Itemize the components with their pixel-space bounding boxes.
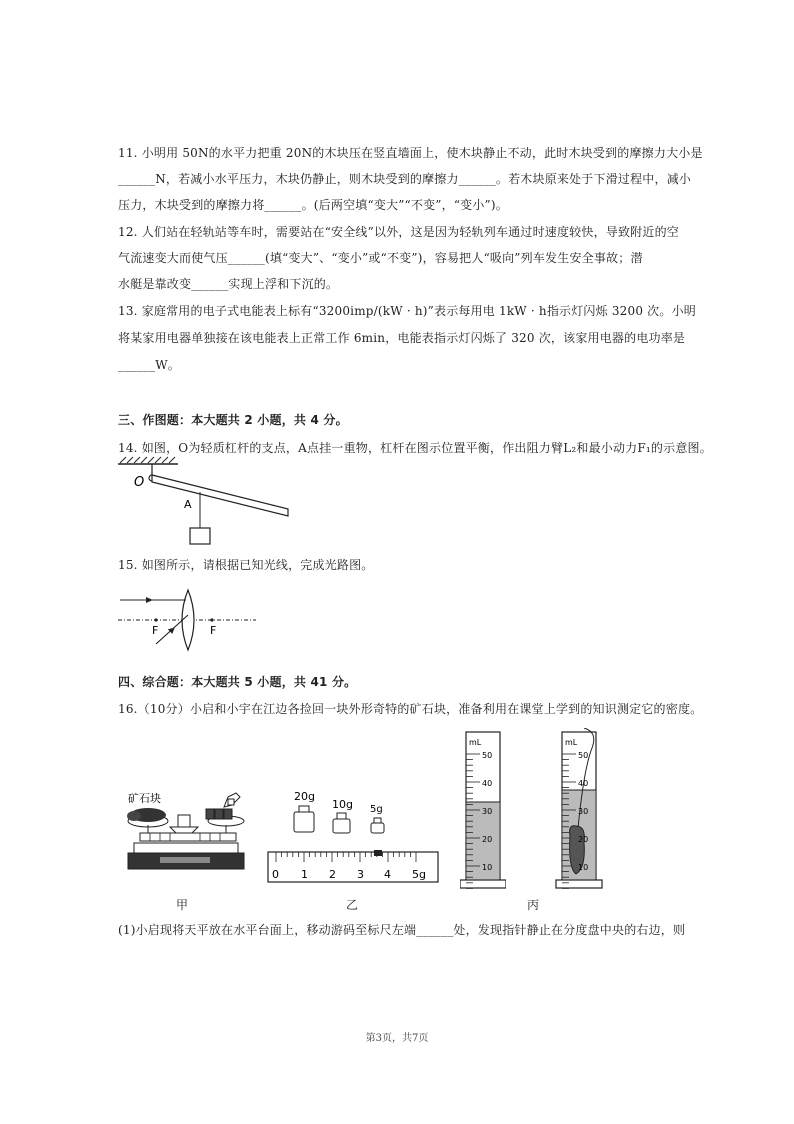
q16-sub1: (1)小启现将天平放在水平台面上，移动游码至标尺左端______处，发现指针静止在分度盘中央的右边，则	[118, 923, 686, 937]
label-f-right: F	[210, 624, 217, 637]
lens-figure	[116, 584, 258, 664]
weight-20g-label: 20g	[294, 790, 315, 803]
ore-label: 矿石块	[128, 792, 161, 805]
q11-line2: ______N，若减小水平压力，木块仍静止，则木块受到的摩擦力______。若木块原来处于下滑过程中，减小	[118, 172, 692, 186]
q11-line3: 压力，木块受到的摩擦力将______。(后两空填“变大”“不变”，“变小”)。	[118, 198, 508, 212]
ruler-tick-1: 1	[301, 868, 308, 881]
q12-line3: 水艇是靠改变______实现上浮和下沉的。	[118, 277, 339, 291]
balance-figure	[120, 785, 250, 887]
q12-line2: 气流速变大而使气压______(填“变大”、“变小”或“不变”)，容易把人“吸向”列车发生安全事故；潜	[118, 251, 643, 265]
cyl2-unit: mL	[565, 738, 578, 747]
section4-heading: 四、综合题：本大题共 5 小题，共 41 分。	[118, 675, 357, 689]
weights-figure	[266, 786, 440, 886]
label-a: A	[184, 498, 192, 511]
q12-line1: 12. 人们站在轻轨站等车时，需要站在“安全线”以外，这是因为轻轨列车通过时速度较快，导致附近的空	[118, 225, 679, 239]
q13-line1: 13. 家庭常用的电子式电能表上标有“3200imp/(kW · h)”表示每用电 1kW · h指示灯闪烁 3200 次。小明	[118, 304, 696, 318]
cylinder-ore-figure	[554, 728, 606, 890]
caption-jia: 甲	[176, 898, 189, 912]
weight-5g-label: 5g	[370, 804, 383, 815]
lever-figure	[114, 456, 304, 548]
cyl2-tick-20: 20	[578, 835, 589, 844]
section3-heading: 三、作图题：本大题共 2 小题，共 4 分。	[118, 413, 348, 427]
q15-text: 15. 如图所示，请根据已知光线，完成光路图。	[118, 558, 374, 572]
q13-line2: 将某家用电器单独接在该电能表上正常工作 6min，电能表指示灯闪烁了 320 次，该家用电器的电功率是	[118, 331, 686, 345]
cyl1-tick-40: 40	[482, 779, 493, 788]
cyl1-unit: mL	[469, 738, 482, 747]
ruler-tick-0: 0	[272, 868, 279, 881]
ruler-tick-2: 2	[329, 868, 336, 881]
q13-line3: ______W。	[118, 358, 180, 372]
cyl2-tick-10: 10	[578, 863, 589, 872]
label-f-left: F	[152, 624, 159, 637]
ruler-tick-4: 4	[384, 868, 391, 881]
cyl1-tick-20: 20	[482, 835, 493, 844]
q11-line1: 11. 小明用 50N的水平力把重 20N的木块压在竖直墙面上，使木块静止不动，此时木块受到的摩擦力大小是	[118, 146, 703, 160]
weight-10g-label: 10g	[332, 798, 353, 811]
page-footer: 第3页，共7页	[365, 1033, 429, 1044]
caption-bing: 丙	[527, 898, 540, 912]
q14-text: 14. 如图，O为轻质杠杆的支点，A点挂一重物，杠杆在图示位置平衡，作出阻力臂L₂和最小动力F₁的示意图。	[118, 441, 712, 455]
cyl2-tick-40: 40	[578, 779, 589, 788]
q16-text: 16.（10分）小启和小宇在江边各捡回一块外形奇特的矿石块，准备利用在课堂上学到的知识测定它的密度。	[118, 702, 703, 716]
cyl1-tick-30: 30	[482, 807, 493, 816]
cyl2-tick-50: 50	[578, 751, 589, 760]
cyl1-tick-50: 50	[482, 751, 493, 760]
caption-yi: 乙	[346, 898, 359, 912]
label-o: O	[134, 475, 145, 490]
cylinder-water-figure	[460, 728, 506, 890]
cyl2-tick-30: 30	[578, 807, 589, 816]
cyl1-tick-10: 10	[482, 863, 493, 872]
ruler-tick-3: 3	[357, 868, 364, 881]
ruler-tick-5: 5g	[412, 868, 426, 881]
